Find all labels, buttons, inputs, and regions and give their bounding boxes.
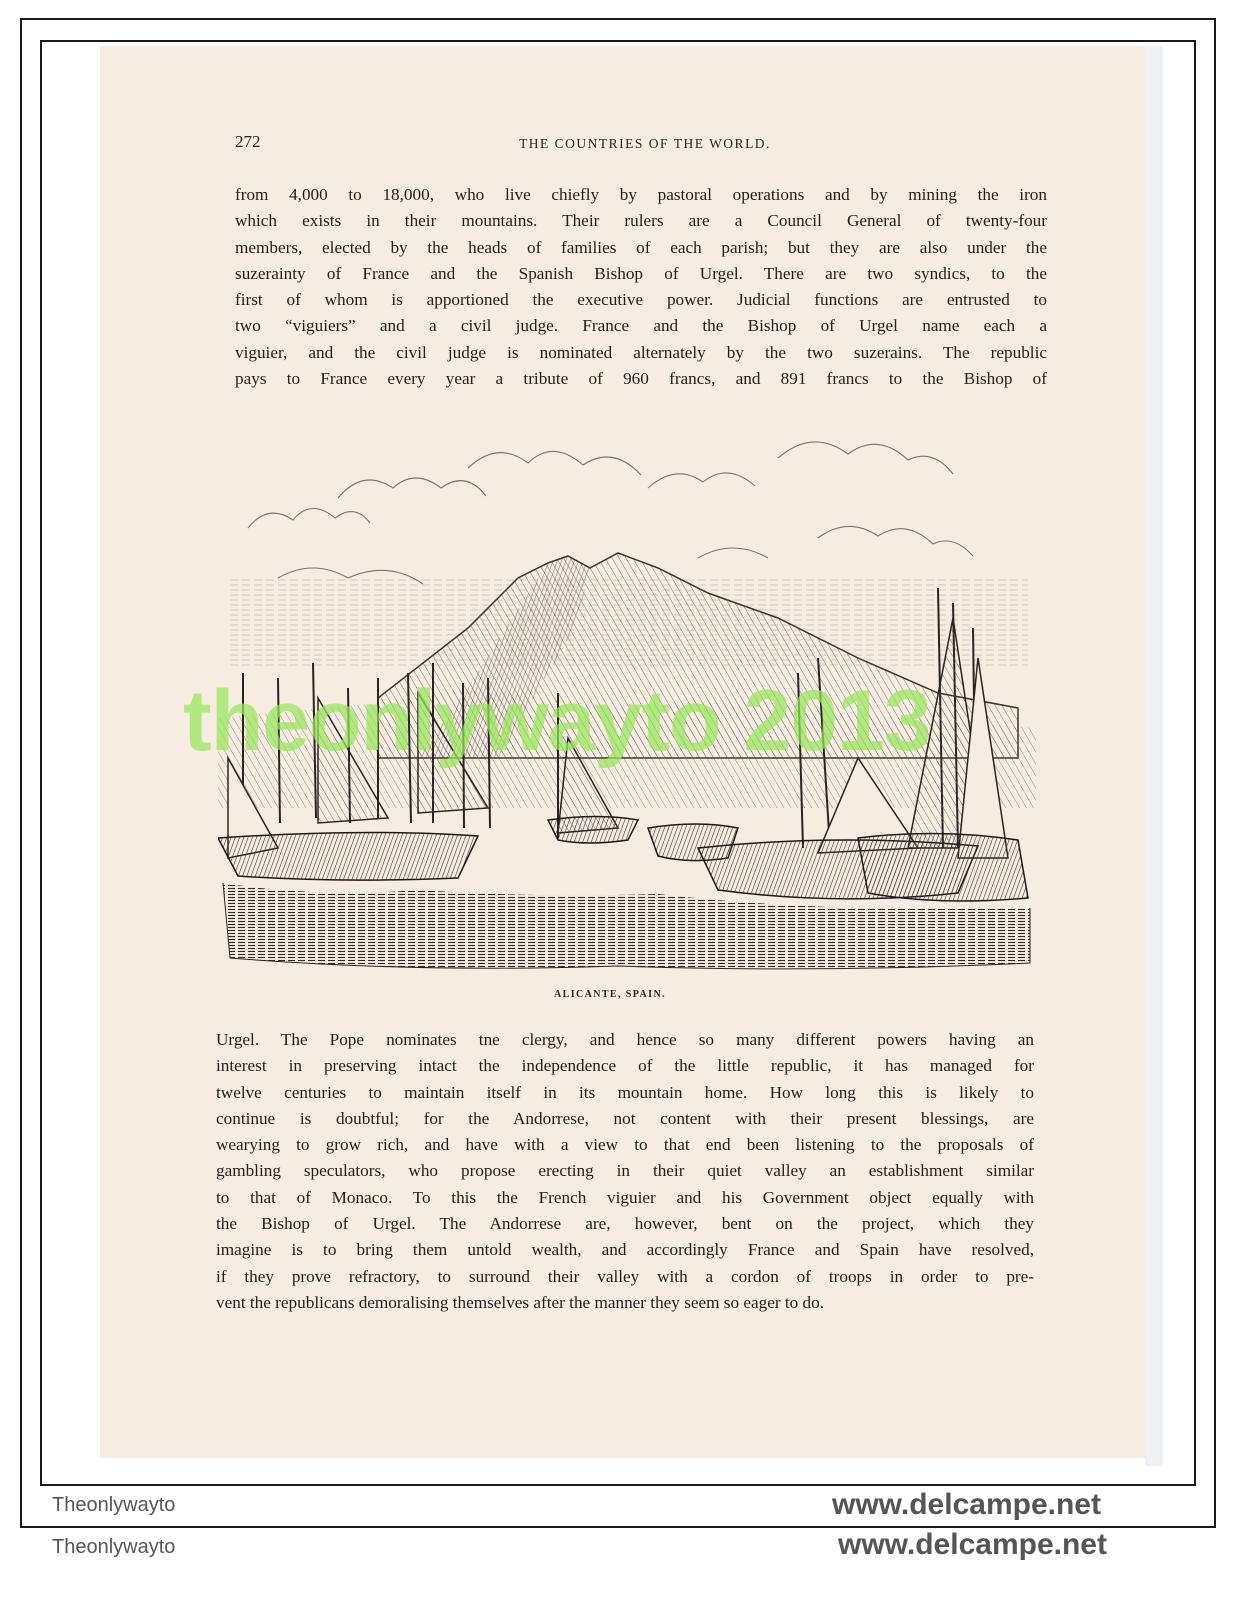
text-line: gambling speculators, who propose erecting in their quiet valley an establishment similar xyxy=(216,1161,1034,1181)
site-watermark: www.delcampe.net xyxy=(832,1488,1101,1521)
text-line: interest in preserving intact the independence of the little republic, it has managed for xyxy=(216,1056,1034,1076)
seller-name: Theonlywayto xyxy=(52,1494,176,1516)
text-line: viguier, and the civil judge is nominated alternately by the two suzerains. The republic xyxy=(235,342,1047,362)
text-line: imagine is to bring them untold wealth, and accordingly France and Spain have resolved, xyxy=(216,1240,1034,1260)
text-line: from 4,000 to 18,000, who live chiefly by pastoral operations and by mining the iron xyxy=(235,185,1047,204)
text-line: suzerainty of France and the Spanish Bishop of Urgel. There are two syndics, to the xyxy=(235,263,1047,283)
text-line: wearying to grow rich, and have with a view to that end been listening to the proposals of xyxy=(216,1135,1034,1155)
watermark-text: theonlywayto 2013 xyxy=(183,673,931,769)
page-edge xyxy=(1145,46,1163,1466)
text-line: first of whom is apportioned the executive power. Judicial functions are entrusted to xyxy=(235,290,1047,310)
text-line: if they prove refractory, to surround their valley with a cordon of troops in order to pre- xyxy=(216,1266,1034,1286)
page-number: 272 xyxy=(235,132,261,151)
running-title: THE COUNTRIES OF THE WORLD. xyxy=(519,136,771,151)
text-line: the Bishop of Urgel. The Andorrese are, however, bent on the project, which they xyxy=(216,1214,1034,1234)
text-line: which exists in their mountains. Their rulers are a Council General of twenty-four xyxy=(235,211,1047,231)
text-line: vent the republicans demoralising themselves after the manner they seem so eager to do. xyxy=(216,1292,825,1312)
text-line: continue is doubtful; for the Andorrese, not content with their present blessings, are xyxy=(216,1108,1034,1128)
seller-name: Theonlywayto xyxy=(52,1536,176,1558)
text-line: members, elected by the heads of families of each parish; but they are also under the xyxy=(235,237,1047,257)
top-paragraph xyxy=(235,182,1047,392)
text-line: pays to France every year a tribute of 960 francs, and 891 francs to the Bishop of xyxy=(235,369,1047,389)
illustration-caption: ALICANTE, SPAIN. xyxy=(554,989,666,1000)
bottom-paragraph xyxy=(216,1027,1034,1316)
text-line: two “viguiers” and a civil judge. France and the Bishop of Urgel name each a xyxy=(235,316,1047,336)
running-head xyxy=(235,132,1055,158)
text-line: Urgel. The Pope nominates tne clergy, and hence so many different powers having an xyxy=(216,1030,1034,1049)
site-watermark: www.delcampe.net xyxy=(838,1528,1107,1561)
text-line: to that of Monaco. To this the French viguier and his Government object equally with xyxy=(216,1187,1034,1207)
text-line: twelve centuries to maintain itself in its mountain home. How long this is likely to xyxy=(216,1082,1034,1102)
